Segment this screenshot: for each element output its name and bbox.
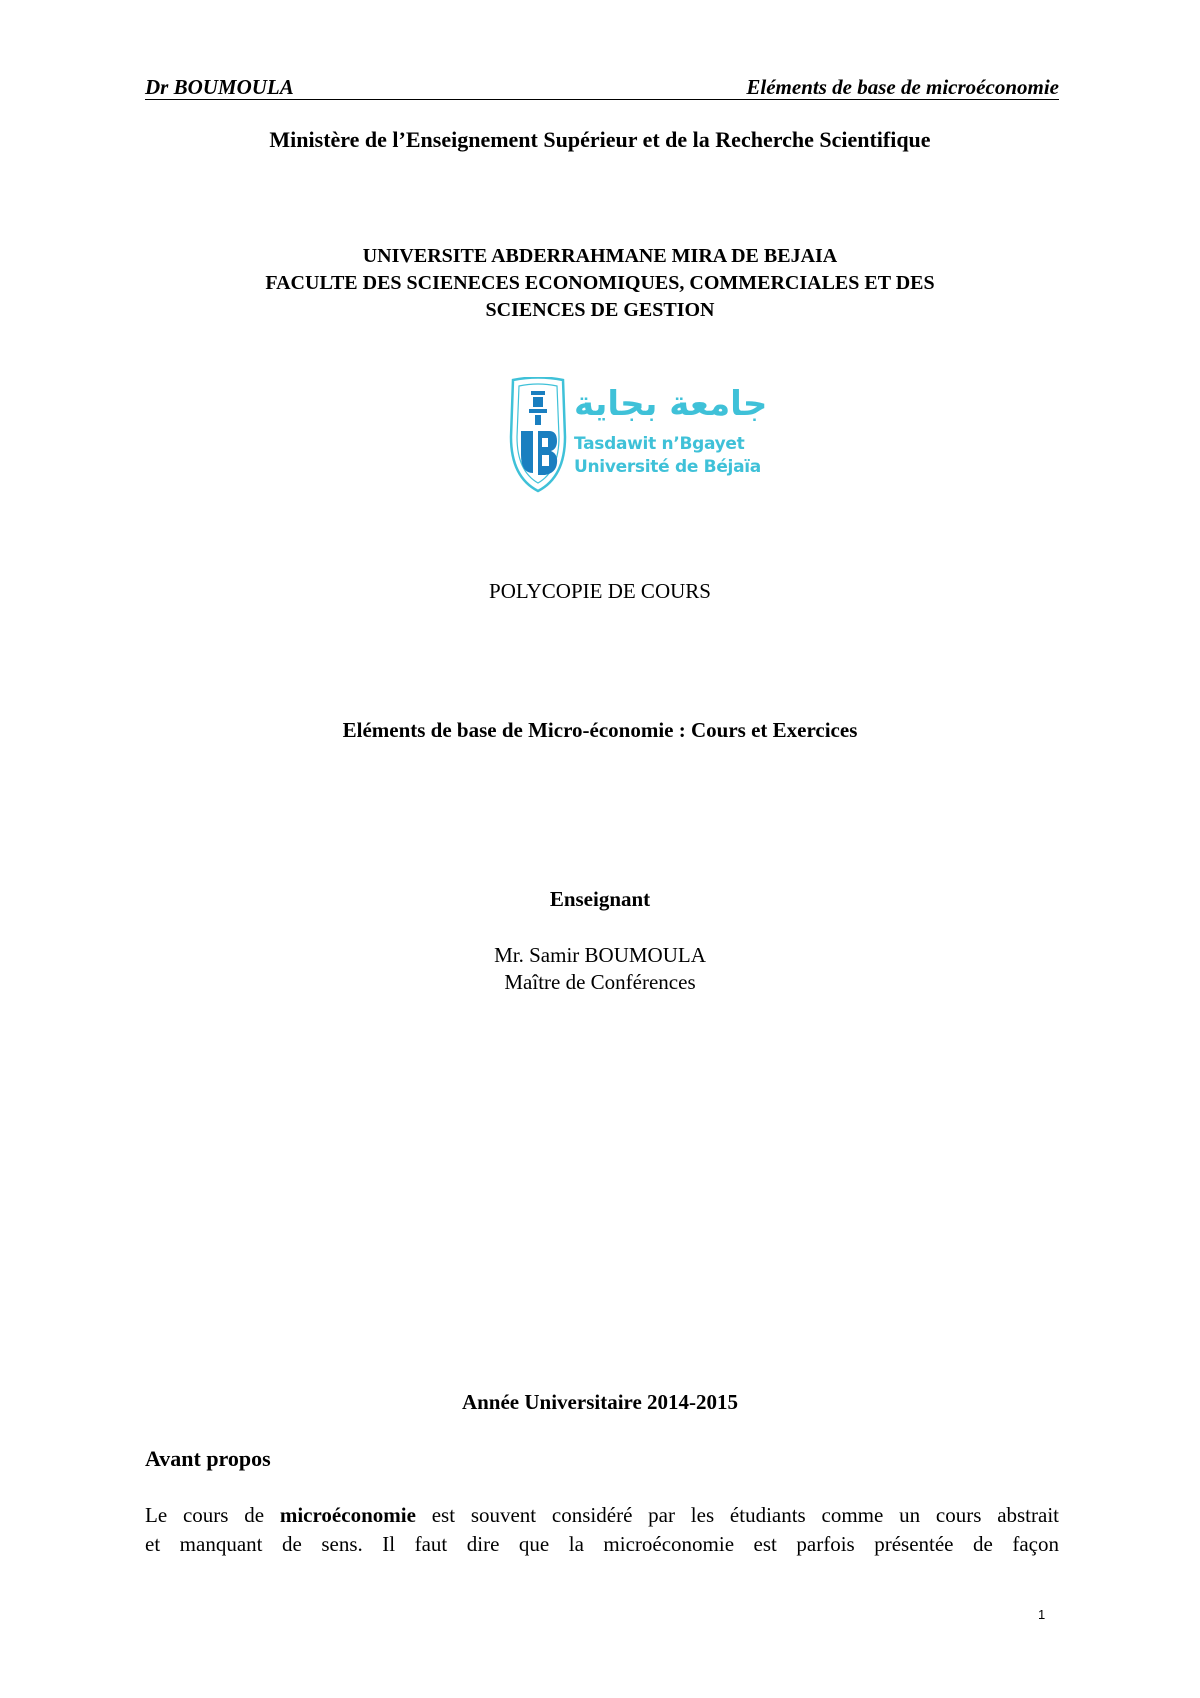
teacher-label: Enseignant [549,887,651,911]
logo-kabyle-text: Tasdawit n’Bgayet [574,434,745,454]
logo-arabic-text: جامعة بجاية [574,384,768,424]
intro-paragraph [145,1501,1059,1559]
intro-line-1 [145,1501,1059,1530]
intro-text: Le cours de [145,1503,280,1527]
page-number: 1 [1038,1607,1046,1622]
intro-text: est souvent considéré par les étudiants comme un cours abstrait [415,1503,1059,1527]
document-type: POLYCOPIE DE COURS [489,579,711,603]
header-divider [145,99,1059,100]
section-heading: Avant propos [145,1446,271,1471]
university-name [0,243,1200,324]
course-title: Eléments de base de Micro-économie : Cours et Exercices [342,718,858,742]
university-line-1: UNIVERSITE ABDERRAHMANE MIRA DE BEJAIA [362,245,838,267]
academic-year: Année Universitaire 2014-2015 [461,1390,739,1414]
logo-french-text: Université de Béjaïa [574,457,761,477]
ministry-title: Ministère de l’Enseignement Supérieur et de la Recherche Scientifique [269,127,931,152]
university-line-2: FACULTE DES SCIENECES ECONOMIQUES, COMMERCIALES ET DES [265,272,935,294]
shield-icon [511,378,565,492]
header-course-title: Eléments de base de microéconomie [746,75,1059,99]
header-author: Dr BOUMOULA [145,75,294,99]
teacher-title: Maître de Conférences [504,970,696,994]
intro-line-2: et manquant de sens. Il faut dire que la microéconomie est parfois présentée de façon [145,1532,1059,1556]
intro-keyword: microéconomie [279,1503,416,1527]
teacher-name: Mr. Samir BOUMOULA [494,943,706,967]
university-line-3: SCIENCES DE GESTION [485,299,715,321]
